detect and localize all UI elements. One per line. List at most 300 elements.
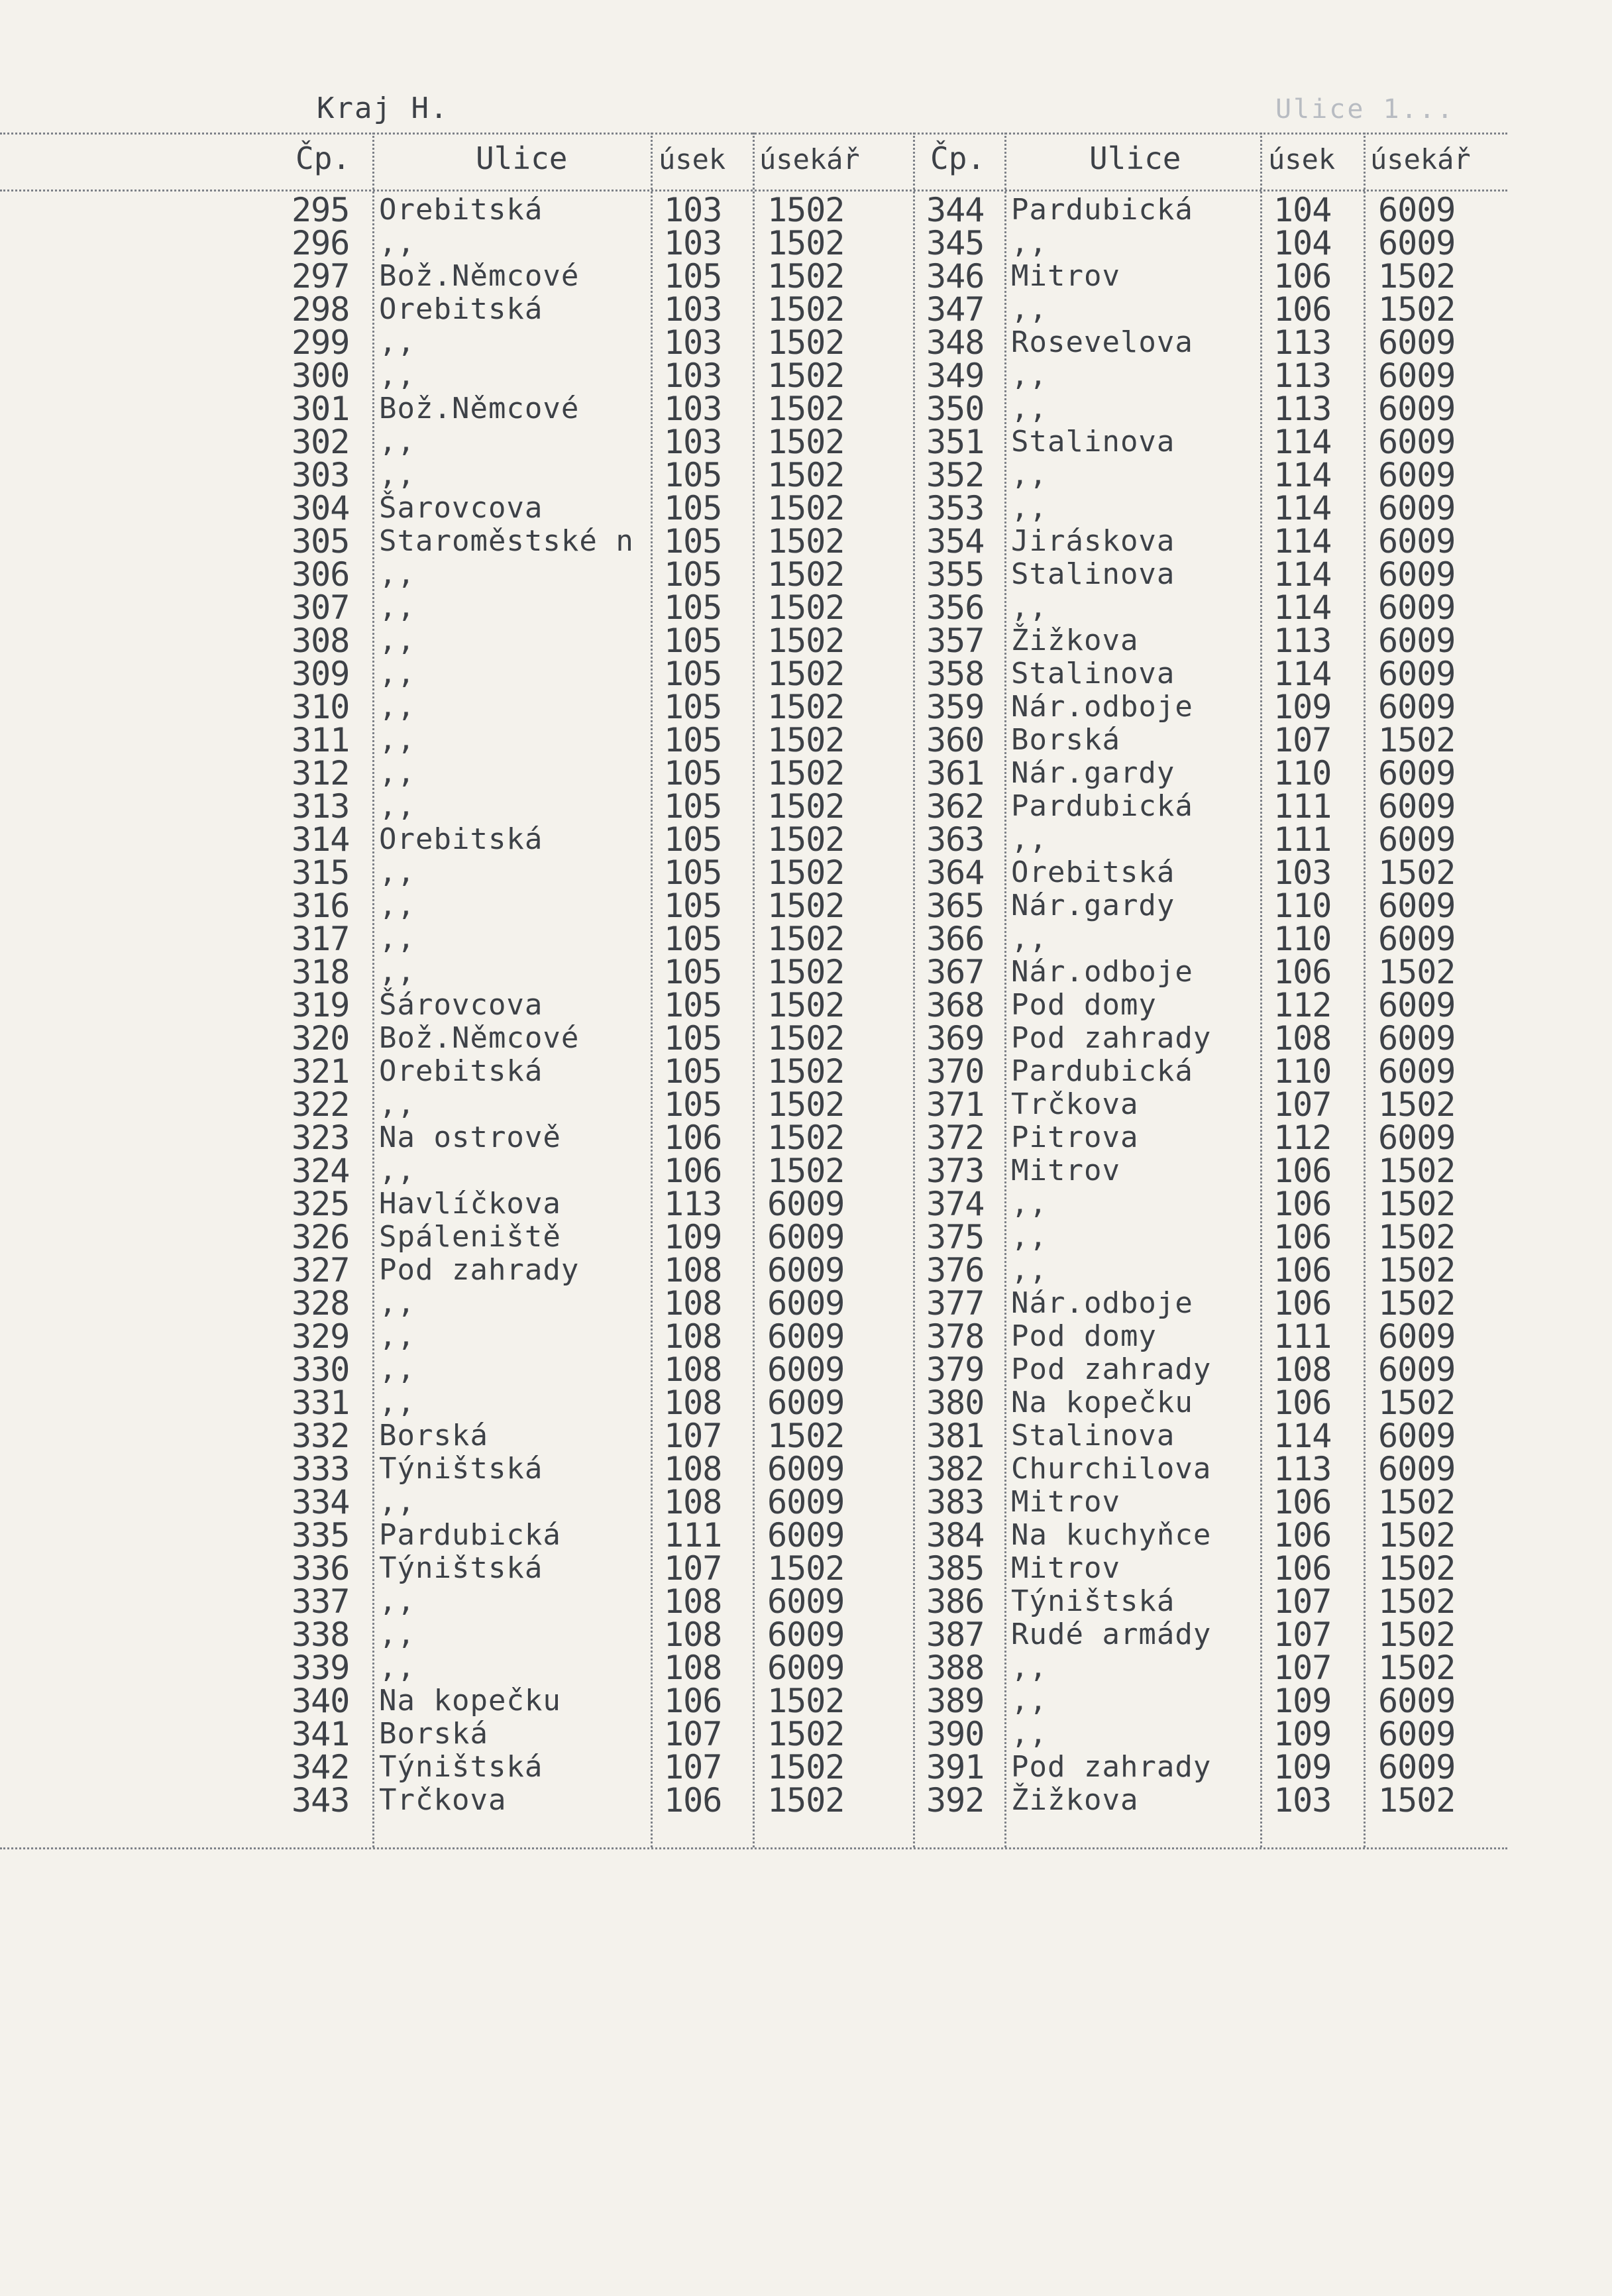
usekar-value: 6009 [1378,655,1456,693]
usek-value: 105 [664,1019,722,1058]
usekar-value: 1502 [767,655,845,693]
street-name: Stalinova [1011,657,1175,690]
cp-number: 384 [926,1516,985,1555]
street-name: Stalinova [1011,1419,1175,1452]
street-name: Trčkova [379,1783,507,1817]
street-name: Pod domy [1011,1319,1157,1353]
usekar-value: 6009 [767,1582,845,1621]
usek-value: 106 [1273,1549,1332,1588]
street-name: Na kopečku [379,1684,561,1718]
cp-number: 313 [292,787,350,826]
cp-number: 380 [926,1384,985,1422]
faded-heading: Ulice 1... [1275,94,1455,125]
street-name: Nár.gardy [1011,889,1175,922]
usek-value: 103 [664,390,722,428]
usek-value: 114 [1273,655,1332,693]
usek-value: 107 [664,1748,722,1786]
usekar-value: 6009 [1378,1317,1456,1356]
table-row [0,1350,1507,1389]
usekar-value: 1502 [767,1682,845,1720]
usek-value: 110 [1273,754,1332,793]
usekar-value: 1502 [767,1748,845,1786]
table-row [0,986,1507,1024]
usekar-value: 6009 [767,1516,845,1555]
cp-number: 381 [926,1417,985,1455]
cp-number: 308 [292,622,350,660]
usekar-value: 6009 [1378,191,1456,229]
usekar-value: 6009 [767,1218,845,1256]
street-name: Pod zahrady [1011,1750,1212,1784]
cp-number: 346 [926,257,985,296]
street-name: Nár.odboje [1011,690,1193,724]
street-name: ,, [379,1651,415,1684]
usek-value: 105 [664,489,722,527]
cp-number: 385 [926,1549,985,1588]
street-name: Staroměstské n [379,524,634,558]
cp-number: 375 [926,1218,985,1256]
table-row [0,1582,1507,1621]
street-name: ,, [379,557,415,591]
cp-number: 349 [926,356,985,395]
cp-number: 295 [292,191,350,229]
table-row [0,887,1507,925]
street-name: ,, [1011,1220,1048,1254]
cp-number: 344 [926,191,985,229]
header-cp-right: Čp. [930,140,986,176]
street-name: Orebitská [379,822,543,856]
cp-number: 366 [926,920,985,958]
cp-number: 319 [292,986,350,1024]
usek-value: 106 [1273,1152,1332,1190]
usek-value: 114 [1273,555,1332,594]
cp-number: 299 [292,323,350,362]
table-row [0,1781,1507,1820]
usek-value: 108 [664,1384,722,1422]
usekar-value: 6009 [1378,356,1456,395]
table-row [0,356,1507,395]
street-name: Borská [379,1419,488,1452]
usek-value: 114 [1273,588,1332,627]
usekar-value: 1502 [1378,1384,1456,1422]
usekar-value: 1502 [767,323,845,362]
cp-number: 392 [926,1781,985,1820]
usek-value: 108 [664,1483,722,1521]
usekar-value: 1502 [767,290,845,329]
usek-value: 114 [1273,522,1332,561]
cp-number: 330 [292,1350,350,1389]
cp-number: 360 [926,721,985,759]
usekar-value: 6009 [1378,555,1456,594]
usekar-value: 1502 [1378,953,1456,991]
usek-value: 105 [664,820,722,859]
cp-number: 303 [292,456,350,494]
usek-value: 103 [664,356,722,395]
usekar-value: 1502 [767,622,845,660]
usek-value: 106 [1273,1483,1332,1521]
cp-number: 324 [292,1152,350,1190]
cp-number: 301 [292,390,350,428]
usek-value: 105 [664,522,722,561]
street-name: ,, [379,922,415,956]
usekar-value: 1502 [1378,1649,1456,1687]
usekar-value: 1502 [767,423,845,461]
street-name: Pardubická [1011,1054,1193,1088]
region-heading: Kraj H. [317,91,449,125]
usekar-value: 1502 [1378,257,1456,296]
cp-number: 312 [292,754,350,793]
street-name: ,, [379,1154,415,1187]
usekar-value: 6009 [1378,920,1456,958]
usek-value: 104 [1273,191,1332,229]
usek-value: 103 [1273,1781,1332,1820]
usekar-value: 6009 [1378,1019,1456,1058]
cp-number: 389 [926,1682,985,1720]
usekar-value: 1502 [767,257,845,296]
table-row [0,853,1507,892]
street-name: Šárovcova [379,988,543,1022]
usek-value: 108 [664,1615,722,1654]
cp-number: 350 [926,390,985,428]
usek-value: 105 [664,622,722,660]
cp-number: 357 [926,622,985,660]
table-row [0,456,1507,494]
usekar-value: 6009 [1378,323,1456,362]
usek-value: 108 [1273,1019,1332,1058]
header-usekar-left: úsekář [759,143,860,176]
usekar-value: 1502 [767,1417,845,1455]
street-name: ,, [1011,1717,1048,1751]
table-row [0,1483,1507,1521]
cp-number: 310 [292,688,350,726]
cp-number: 347 [926,290,985,329]
street-name: ,, [379,1386,415,1419]
usek-value: 108 [664,1350,722,1389]
usek-value: 109 [664,1218,722,1256]
street-name: ,, [379,624,415,657]
usekar-value: 6009 [1378,489,1456,527]
usekar-value: 6009 [1378,820,1456,859]
street-name: Rudé armády [1011,1617,1212,1651]
usekar-value: 6009 [1378,1119,1456,1157]
usek-value: 114 [1273,456,1332,494]
usekar-value: 1502 [767,1715,845,1753]
table-row [0,1549,1507,1588]
cp-number: 370 [926,1052,985,1091]
table-row [0,1516,1507,1555]
table-row [0,257,1507,296]
usekar-value: 1502 [767,456,845,494]
usek-value: 107 [664,1549,722,1588]
cp-number: 391 [926,1748,985,1786]
street-name: Jiráskova [1011,524,1175,558]
usekar-value: 1502 [767,754,845,793]
cp-number: 306 [292,555,350,594]
table-row [0,1052,1507,1091]
cp-number: 372 [926,1119,985,1157]
usekar-value: 1502 [767,953,845,991]
street-name: ,, [379,590,415,624]
cp-number: 362 [926,787,985,826]
usek-value: 106 [664,1682,722,1720]
usekar-value: 1502 [767,1781,845,1820]
table-row [0,690,1507,724]
cp-number: 333 [292,1450,350,1488]
table-row [0,1218,1507,1256]
street-name: ,, [1011,358,1048,392]
usekar-value: 1502 [767,986,845,1024]
cp-number: 309 [292,655,350,693]
usek-value: 103 [664,224,722,262]
street-name: Mitrov [1011,1551,1120,1585]
table-row [0,1417,1507,1455]
street-name: ,, [1011,392,1048,425]
table-row [0,622,1507,660]
cp-number: 322 [292,1085,350,1124]
usek-value: 113 [1273,622,1332,660]
cp-number: 353 [926,489,985,527]
usekar-value: 1502 [1378,290,1456,329]
usekar-value: 1502 [767,489,845,527]
usekar-value: 6009 [1378,522,1456,561]
usekar-value: 1502 [767,588,845,627]
street-name: Pardubická [379,1518,561,1552]
table-row [0,1748,1507,1786]
usekar-value: 6009 [767,1615,845,1654]
street-name: Mitrov [1011,1154,1120,1187]
cp-number: 371 [926,1085,985,1124]
usek-value: 106 [1273,1284,1332,1323]
street-name: Bož.Němcové [379,392,580,425]
usekar-value: 1502 [1378,1085,1456,1124]
cp-number: 367 [926,953,985,991]
usekar-value: 6009 [1378,390,1456,428]
cp-number: 358 [926,655,985,693]
usekar-value: 1502 [1378,1615,1456,1654]
street-name: Stalinova [1011,557,1175,591]
street-name: ,, [1011,922,1048,956]
street-name: ,, [1011,292,1048,326]
street-name: Stalinova [1011,425,1175,459]
usek-value: 106 [1273,257,1332,296]
usekar-value: 1502 [767,555,845,594]
usekar-value: 6009 [1378,588,1456,627]
usek-value: 114 [1273,1417,1332,1455]
cp-number: 296 [292,224,350,262]
header-ulice-left: Ulice [476,140,568,176]
table-row [0,1152,1507,1190]
usek-value: 104 [1273,224,1332,262]
usekar-value: 1502 [1378,1152,1456,1190]
usekar-value: 6009 [1378,1450,1456,1488]
usek-value: 105 [664,1085,722,1124]
table-row [0,1684,1507,1718]
usek-value: 105 [664,853,722,892]
usekar-value: 6009 [1378,887,1456,925]
cp-number: 356 [926,588,985,627]
usekar-value: 1502 [767,224,845,262]
usekar-value: 1502 [1378,721,1456,759]
street-name: Šarovcova [379,491,543,525]
cp-number: 314 [292,820,350,859]
street-name: ,, [379,1319,415,1353]
street-name: ,, [379,1584,415,1618]
usek-value: 103 [664,323,722,362]
usek-value: 103 [664,191,722,229]
usekar-value: 6009 [1378,423,1456,461]
cp-number: 342 [292,1748,350,1786]
usek-value: 114 [1273,489,1332,527]
cp-number: 302 [292,423,350,461]
header-usek-right: úsek [1268,143,1336,176]
cp-number: 348 [926,323,985,362]
table-row [0,655,1507,693]
usekar-value: 6009 [1378,1682,1456,1720]
street-name: Na ostrově [379,1121,561,1154]
usek-value: 105 [664,456,722,494]
usekar-value: 6009 [1378,1715,1456,1753]
cp-number: 327 [292,1251,350,1289]
cp-number: 304 [292,489,350,527]
cp-number: 390 [926,1715,985,1753]
street-name: ,, [379,955,415,989]
street-name: Pitrova [1011,1121,1139,1154]
usek-value: 103 [1273,853,1332,892]
usek-value: 106 [1273,290,1332,329]
usek-value: 105 [664,721,722,759]
street-name: ,, [379,1352,415,1386]
usekar-value: 6009 [1378,1350,1456,1389]
table-row [0,721,1507,759]
usekar-value: 1502 [1378,853,1456,892]
street-name: Týništská [379,1551,543,1585]
usek-value: 110 [1273,1052,1332,1091]
table-row [0,953,1507,991]
usekar-value: 1502 [767,721,845,759]
cp-number: 325 [292,1185,350,1223]
street-name: Orebitská [379,193,543,227]
table-row [0,1715,1507,1753]
street-name: ,, [379,1087,415,1121]
usekar-value: 6009 [1378,456,1456,494]
usekar-value: 6009 [767,1350,845,1389]
usekar-value: 1502 [767,853,845,892]
street-name: Týništská [379,1750,543,1784]
table-row [0,1452,1507,1486]
street-name: ,, [379,889,415,922]
usek-value: 113 [1273,390,1332,428]
usek-value: 107 [1273,1085,1332,1124]
street-name: ,, [379,458,415,492]
street-name: ,, [379,855,415,889]
cp-number: 363 [926,820,985,859]
usekar-value: 1502 [767,191,845,229]
cp-number: 331 [292,1384,350,1422]
street-name: ,, [379,1485,415,1519]
usekar-value: 1502 [767,356,845,395]
usekar-value: 1502 [767,390,845,428]
street-name: Mitrov [1011,259,1120,293]
street-name: ,, [379,657,415,690]
table-row [0,588,1507,627]
usek-value: 105 [664,555,722,594]
usekar-value: 6009 [1378,1748,1456,1786]
cp-number: 305 [292,522,350,561]
usekar-value: 6009 [1378,622,1456,660]
table-row [0,425,1507,459]
table-row [0,390,1507,428]
usekar-value: 6009 [767,1251,845,1289]
cp-number: 300 [292,356,350,395]
cp-number: 334 [292,1483,350,1521]
cp-number: 377 [926,1284,985,1323]
usekar-value: 1502 [767,887,845,925]
usek-value: 105 [664,588,722,627]
usek-value: 108 [664,1649,722,1687]
table-row [0,224,1507,262]
cp-number: 337 [292,1582,350,1621]
usek-value: 105 [664,655,722,693]
table-row [0,522,1507,561]
usek-value: 107 [664,1715,722,1753]
usek-value: 109 [1273,1715,1332,1753]
street-name: ,, [379,756,415,790]
usek-value: 105 [664,257,722,296]
usekar-value: 6009 [767,1284,845,1323]
table-row [0,1251,1507,1289]
street-name: Pod zahrady [1011,1352,1212,1386]
header-ulice-right: Ulice [1089,140,1181,176]
usekar-value: 1502 [767,787,845,826]
cp-number: 321 [292,1052,350,1091]
usek-value: 110 [1273,920,1332,958]
usek-value: 113 [1273,1450,1332,1488]
usekar-value: 6009 [1378,986,1456,1024]
street-name: Orebitská [379,292,543,326]
usek-value: 105 [664,887,722,925]
table-row [0,820,1507,859]
usek-value: 106 [1273,1251,1332,1289]
usekar-value: 1502 [767,1152,845,1190]
street-name: ,, [1011,226,1048,260]
usek-value: 113 [664,1185,722,1223]
cp-number: 339 [292,1649,350,1687]
cp-number: 345 [926,224,985,262]
street-name: ,, [1011,1253,1048,1287]
street-name: Na kuchyňce [1011,1518,1212,1552]
cp-number: 332 [292,1417,350,1455]
usekar-value: 6009 [1378,787,1456,826]
street-name: Pardubická [1011,789,1193,823]
street-name: Spáleniště [379,1220,561,1254]
usek-value: 105 [664,920,722,958]
cp-number: 376 [926,1251,985,1289]
usek-value: 111 [1273,820,1332,859]
table-row [0,922,1507,956]
usekar-value: 1502 [1378,1781,1456,1820]
cp-number: 374 [926,1185,985,1223]
usekar-value: 6009 [767,1185,845,1223]
usek-value: 110 [1273,887,1332,925]
street-name: Pod zahrady [379,1253,580,1287]
header-cp-left: Čp. [296,140,351,176]
table-row [0,1317,1507,1356]
street-name: ,, [379,226,415,260]
usekar-value: 1502 [1378,1483,1456,1521]
usek-value: 105 [664,787,722,826]
usekar-value: 1502 [767,1119,845,1157]
street-name: ,, [379,1286,415,1320]
table-row [0,1649,1507,1687]
